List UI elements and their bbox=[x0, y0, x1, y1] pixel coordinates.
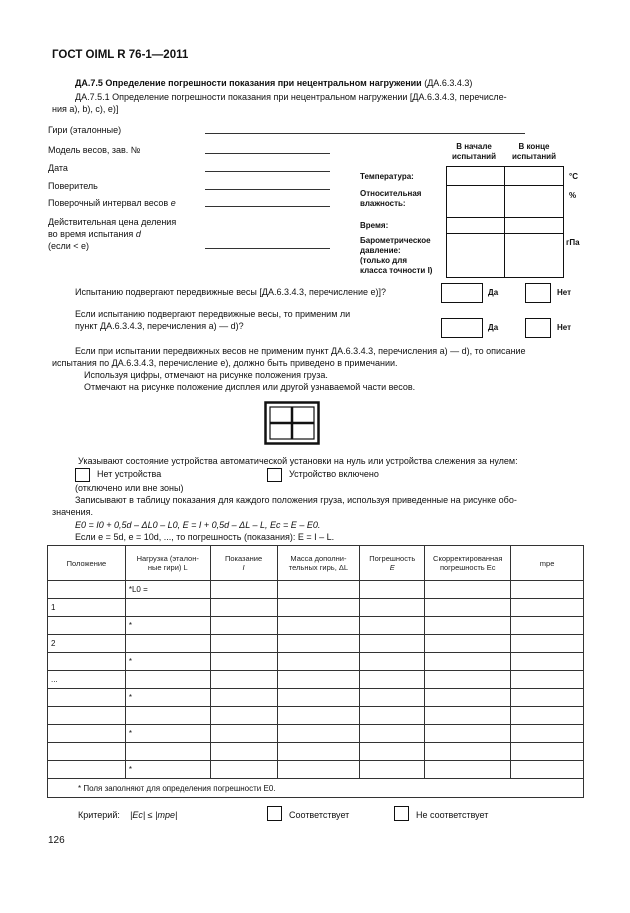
col-start-header: В начале испытаний bbox=[451, 142, 497, 161]
l0-cell[interactable]: *L0 = bbox=[125, 581, 210, 599]
interval-label-text: Поверочный интервал весов bbox=[48, 198, 169, 208]
verifier-field[interactable] bbox=[205, 189, 330, 190]
actual-division-line3: (если < e) bbox=[48, 241, 90, 251]
paragraph-4: Указывают состояние устройства автоматической установки на нуль или устройства слежения за нулем: bbox=[78, 456, 518, 466]
interval-field[interactable] bbox=[205, 206, 330, 207]
actual-division-line2: во время испытания d bbox=[48, 229, 141, 239]
table-row bbox=[48, 725, 584, 743]
pass-checkbox[interactable] bbox=[267, 806, 282, 821]
table-row bbox=[48, 707, 584, 725]
pass-label: Соответствует bbox=[289, 810, 350, 820]
table-footnote-row bbox=[48, 779, 584, 798]
paragraph-1-line2: испытания по ДА.6.3.4.3, перечисление е), должно быть приведено в примечании. bbox=[52, 358, 398, 368]
paragraph-1-line1: Если при испытании передвижных весов не применим пункт ДА.6.3.4.3, перечисления а) — d), то описание bbox=[75, 346, 526, 356]
header-position: Положение bbox=[48, 546, 126, 581]
temperature-label: Температура: bbox=[360, 172, 414, 181]
verifier-label: Поверитель bbox=[48, 181, 98, 191]
weights-field[interactable] bbox=[205, 133, 525, 134]
subsection-heading-line2: ния а), b), с), е)] bbox=[52, 104, 119, 114]
header-indication: Показание I bbox=[210, 546, 277, 581]
error-formula-note: Если e = 5d, e = 10d, ..., то погрешность (показания): E = I – L. bbox=[75, 532, 335, 542]
row-label-2: 2 bbox=[48, 635, 126, 653]
criterion-formula: |Ec| ≤ |mpe| bbox=[130, 810, 178, 820]
actual-division-field[interactable] bbox=[205, 248, 330, 249]
pressure-start-cell[interactable] bbox=[446, 233, 505, 278]
star-cell[interactable]: * bbox=[125, 689, 210, 707]
device-on-label: Устройство включено bbox=[289, 469, 379, 479]
device-on-checkbox[interactable] bbox=[267, 468, 282, 482]
no-device-label: Нет устройства bbox=[97, 469, 162, 479]
header-load: Нагрузка (эталон- ные гири) L bbox=[125, 546, 210, 581]
error-formula: E0 = I0 + 0,5d – ΔL0 – L0, E = I + 0,5d – ΔL – L, Ec = E – E0. bbox=[75, 520, 321, 530]
section-heading bbox=[75, 78, 472, 88]
q2-no-checkbox[interactable] bbox=[525, 318, 551, 338]
fail-checkbox[interactable] bbox=[394, 806, 409, 821]
humidity-unit: % bbox=[569, 191, 577, 200]
table-row bbox=[48, 617, 584, 635]
fail-label: Не соответствует bbox=[416, 810, 489, 820]
no-device-checkbox[interactable] bbox=[75, 468, 90, 482]
page-number: 126 bbox=[48, 835, 65, 846]
question-applicability-line2: пункт ДА.6.3.4.3, перечисления а) — d)? bbox=[75, 321, 244, 331]
pressure-end-cell[interactable] bbox=[504, 233, 564, 278]
interval-label bbox=[48, 198, 176, 208]
pressure-unit: гПа bbox=[566, 238, 580, 247]
table-row bbox=[48, 599, 584, 617]
subsection-heading-line1: ДА.7.5.1 Определение погрешности показания при нецентральном нагружении [ДА.6.3.4.3, перечисле- bbox=[75, 92, 507, 102]
table-row bbox=[48, 671, 584, 689]
table-row bbox=[48, 689, 584, 707]
q1-yes-label: Да bbox=[488, 288, 499, 297]
table-header-row bbox=[48, 546, 584, 581]
col-end-header: В конце испытаний bbox=[511, 142, 557, 161]
header-additional-mass: Масса дополни- тельных гирь, ΔL bbox=[277, 546, 360, 581]
q1-yes-checkbox[interactable] bbox=[441, 283, 483, 303]
q2-yes-label: Да bbox=[488, 323, 499, 332]
humidity-start-cell[interactable] bbox=[446, 185, 505, 218]
no-device-note: (отключено или вне зоны) bbox=[75, 483, 184, 493]
question-applicability-line1: Если испытанию подвергают передвижные весы, то применим ли bbox=[75, 309, 351, 319]
table-row bbox=[48, 653, 584, 671]
model-field[interactable] bbox=[205, 153, 330, 154]
paragraph-5-line1: Записывают в таблицу показания для каждого положения груза, используя приведенные на рисунке обо- bbox=[75, 495, 517, 505]
document-header: ГОСТ OIML R 76-1—2011 bbox=[52, 49, 189, 61]
actual-division-label bbox=[48, 216, 176, 252]
time-end-cell[interactable] bbox=[504, 217, 564, 234]
actual-division-line1: Действительная цена деления bbox=[48, 217, 177, 227]
date-label: Дата bbox=[48, 163, 68, 173]
star-cell[interactable]: * bbox=[125, 617, 210, 635]
table-row bbox=[48, 761, 584, 779]
section-heading-ref: (ДА.6.3.4.3) bbox=[421, 78, 473, 88]
section-heading-text: ДА.7.5 Определение погрешности показания при нецентральном нагружении bbox=[75, 78, 422, 88]
header-mpe: mpe bbox=[511, 546, 584, 581]
q1-no-checkbox[interactable] bbox=[525, 283, 551, 303]
q1-no-label: Нет bbox=[557, 288, 572, 297]
temperature-end-cell[interactable] bbox=[504, 166, 564, 186]
date-field[interactable] bbox=[205, 171, 330, 172]
humidity-label: Относительная влажность: bbox=[360, 189, 422, 208]
results-table bbox=[47, 545, 584, 798]
pressure-label: Барометрическое давление: (только для класса точности I) bbox=[360, 236, 433, 275]
q2-yes-checkbox[interactable] bbox=[441, 318, 483, 338]
temperature-unit: °C bbox=[569, 172, 578, 181]
q2-no-label: Нет bbox=[557, 323, 572, 332]
paragraph-3: Отмечают на рисунке положение дисплея или другой узнаваемой части весов. bbox=[84, 382, 416, 392]
load-position-diagram[interactable] bbox=[264, 401, 320, 445]
paragraph-2: Используя цифры, отмечают на рисунке положения груза. bbox=[84, 370, 328, 380]
row-label-ellipsis: ... bbox=[48, 671, 126, 689]
table-row bbox=[48, 581, 584, 599]
table-row bbox=[48, 635, 584, 653]
weights-label: Гири (эталонные) bbox=[48, 125, 122, 135]
star-cell[interactable]: * bbox=[125, 761, 210, 779]
row-label-1: 1 bbox=[48, 599, 126, 617]
star-cell[interactable]: * bbox=[125, 725, 210, 743]
star-cell[interactable]: * bbox=[125, 653, 210, 671]
time-label: Время: bbox=[360, 221, 389, 230]
header-corrected-error: Скорректированная погрешность Ec bbox=[425, 546, 511, 581]
humidity-end-cell[interactable] bbox=[504, 185, 564, 218]
header-error: Погрешность E bbox=[360, 546, 425, 581]
model-label: Модель весов, зав. № bbox=[48, 145, 141, 155]
table-row bbox=[48, 743, 584, 761]
load-position-grid-icon bbox=[264, 401, 320, 445]
question-mobile-scales: Испытанию подвергают передвижные весы [ДА.6.3.4.3, перечисление е)]? bbox=[75, 287, 387, 297]
interval-symbol: e bbox=[170, 198, 176, 208]
criterion-label: Критерий: bbox=[78, 810, 120, 820]
time-start-cell[interactable] bbox=[446, 217, 505, 234]
paragraph-5-line2: значения. bbox=[52, 507, 93, 517]
table-footnote: * Поля заполняют для определения погрешности E0. bbox=[48, 779, 584, 798]
temperature-start-cell[interactable] bbox=[446, 166, 505, 186]
